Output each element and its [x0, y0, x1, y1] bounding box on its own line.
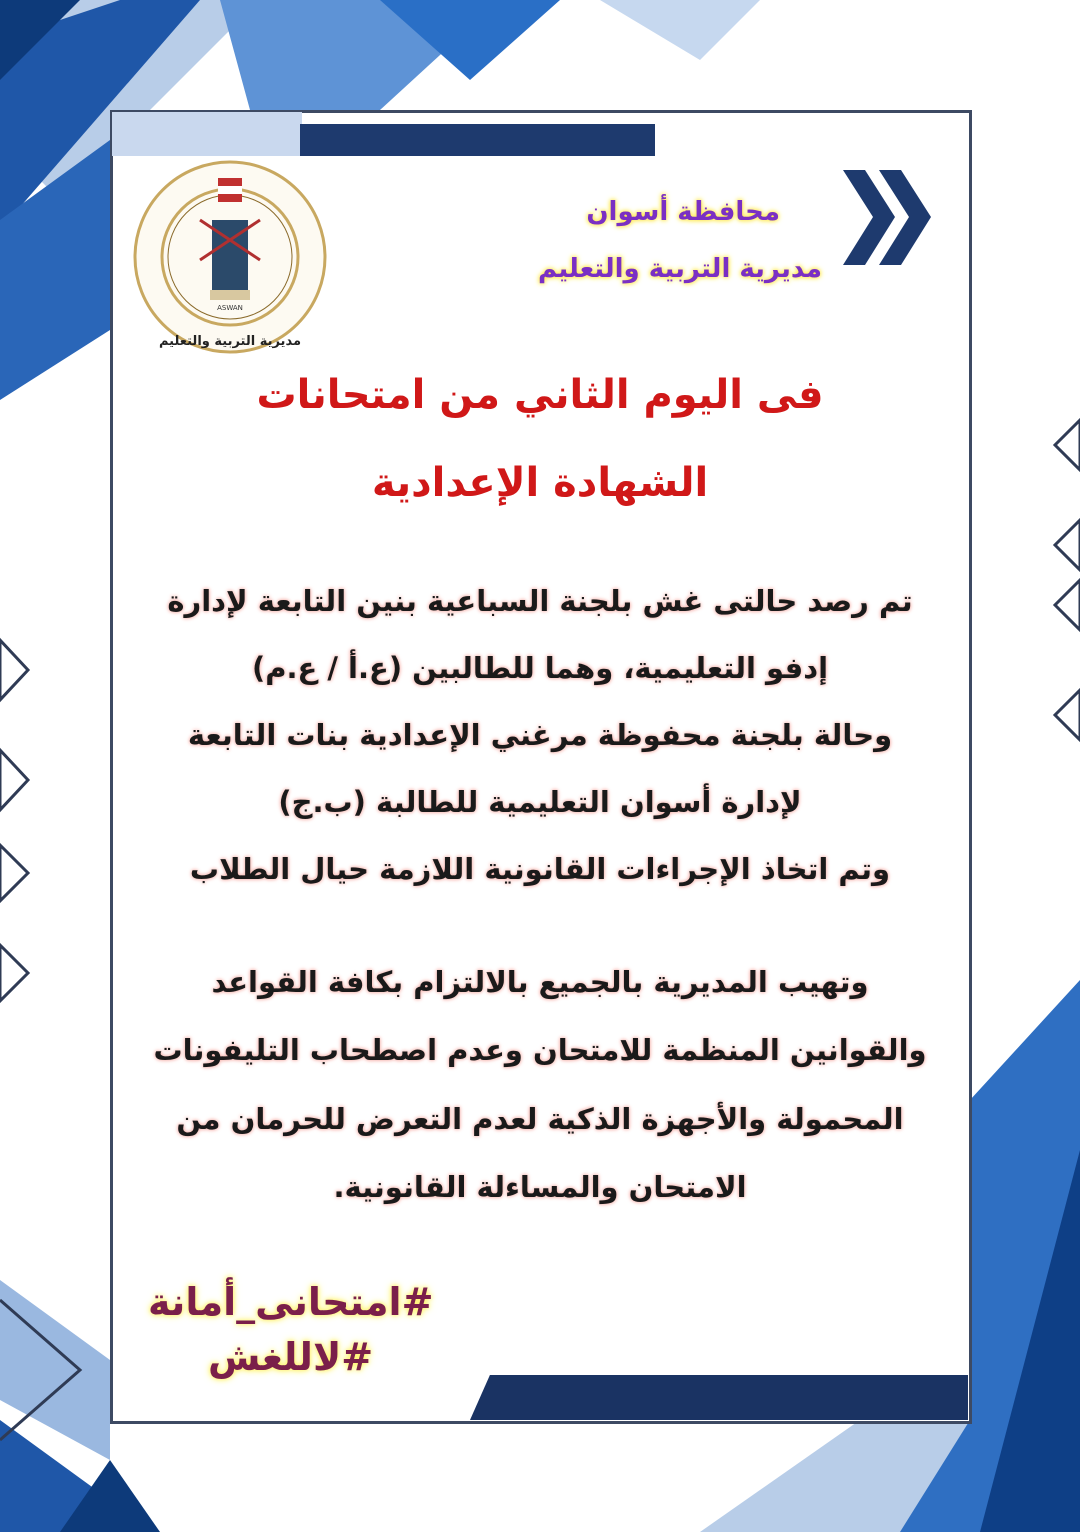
body-line: وحالة بلجنة محفوظة مرغني الإعدادية بنات التابعة: [187, 718, 893, 752]
body-line: إدفو التعليمية، وهما للطالبين (ع.أ / ع.م): [251, 651, 829, 685]
directorate-logo: [130, 160, 330, 355]
title-line-1: فى اليوم الثاني من امتحانات: [256, 372, 824, 418]
hashtag-no-cheating: #لاللغش: [208, 1335, 374, 1379]
body-line: الامتحان والمساءلة القانونية.: [333, 1170, 747, 1204]
chevrons-icon: [843, 170, 933, 265]
bottom-accent-bar: [470, 1375, 968, 1420]
body-line: المحمولة والأجهزة الذكية لعدم التعرض للحرمان من: [176, 1102, 904, 1136]
top-accent-bar: [300, 124, 655, 156]
governorate-name: محافظة أسوان: [586, 197, 780, 227]
body-line: والقوانين المنظمة للامتحان وعدم اصطحاب التليفونات: [153, 1033, 927, 1067]
body-line: لإدارة أسوان التعليمية للطالبة (ب.ج): [278, 785, 802, 819]
title-line-2: الشهادة الإعدادية: [371, 460, 709, 506]
body-line: تم رصد حالتى غش بلجنة السباعية بنين التابعة لإدارة: [167, 584, 913, 618]
directorate-name: مديرية التربية والتعليم: [537, 254, 822, 284]
body-line: وتم اتخاذ الإجراءات القانونية اللازمة حيال الطلاب: [189, 852, 891, 886]
svg-text:مديرية التربية والتعليم: مديرية التربية والتعليم: [158, 334, 302, 349]
top-accent-light: [112, 112, 302, 156]
svg-text:ASWAN: ASWAN: [217, 304, 243, 312]
body-line: وتهيب المديرية بالجميع بالالتزام بكافة القواعد: [211, 965, 869, 999]
hashtag-exam-honesty: #امتحانى_أمانة: [148, 1280, 434, 1324]
